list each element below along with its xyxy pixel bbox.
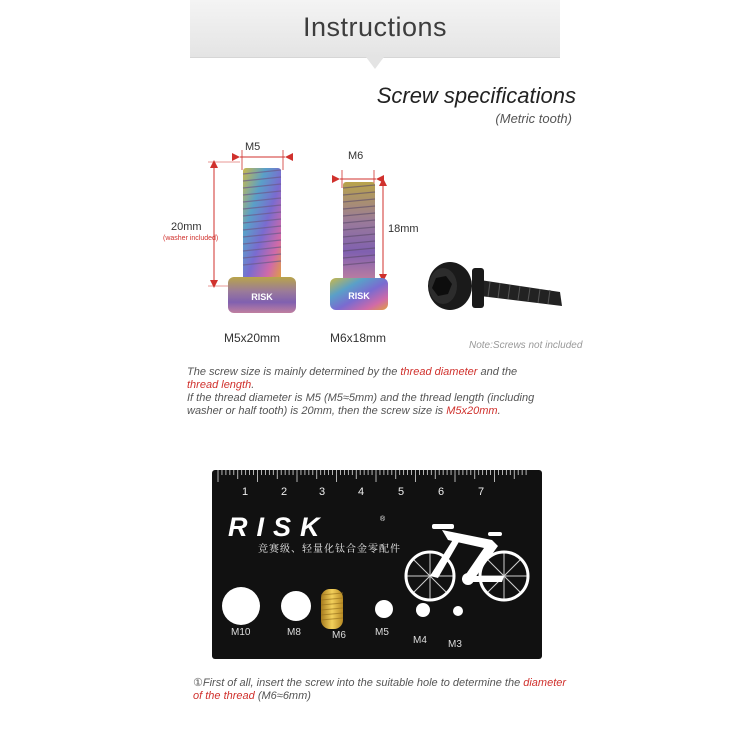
- thread-diameter-highlight: diameter of the thread: [193, 677, 567, 702]
- hole-m3: [453, 606, 463, 616]
- svg-text:RISK: RISK: [251, 292, 273, 302]
- bicycle-icon: [402, 510, 532, 605]
- page-title: Instructions: [302, 12, 448, 42]
- explanation-text: If the thread diameter is M5 (M5≈5mm) and the thread length (including washer or half tooth) is 20mm, then the screw size is: [187, 392, 535, 417]
- hole-m8: [281, 591, 311, 621]
- header-banner: [190, 0, 560, 58]
- spec-title: Screw specifications: [376, 83, 576, 108]
- step1-text: ①First of all, insert the screw into the suitable hole to determine the: [193, 677, 524, 689]
- ruler-number: 2: [281, 486, 288, 498]
- explanation-text: .: [251, 379, 255, 391]
- hole-label-m3: M3: [448, 639, 462, 650]
- washer-note: (washer included): [163, 235, 219, 242]
- length-20-dimension: [208, 160, 240, 288]
- hole-label-m4: M4: [413, 635, 427, 646]
- thread-length-highlight: thread length: [187, 379, 252, 391]
- hole-m10: [222, 587, 260, 625]
- ruler-number: 7: [478, 486, 485, 498]
- spec-subtitle: (Metric tooth): [495, 111, 572, 126]
- thread-diameter-highlight: thread diameter: [400, 366, 478, 378]
- screws-not-included-note: Note:Screws not included: [469, 340, 583, 351]
- screw-size-highlight: M5x20mm: [446, 405, 498, 417]
- screw-m6-illustration: [330, 182, 388, 310]
- screw-m5-illustration: [228, 168, 296, 313]
- ruler-ticks: [212, 470, 542, 500]
- explanation-text: and the: [477, 366, 518, 378]
- ruler-number: 6: [438, 486, 445, 498]
- ruler-number: 1: [242, 486, 249, 498]
- black-screw-illustration: [428, 262, 562, 310]
- explanation-paragraph: [187, 366, 547, 418]
- m5-dimension: [232, 150, 293, 170]
- step1-text: (M6≈6mm): [254, 690, 311, 702]
- length-18-label: 18mm: [388, 223, 419, 235]
- length-20-label: 20mm: [171, 221, 202, 233]
- gold-screw-in-hole: [315, 585, 349, 631]
- chinese-tagline: 竞赛级、轻量化钛合金零配件: [258, 544, 401, 555]
- hole-m5: [375, 600, 393, 618]
- hole-label-m8: M8: [287, 627, 301, 638]
- screw-diagram: [150, 140, 590, 350]
- hole-m4: [416, 603, 430, 617]
- hole-label-m10: M10: [231, 627, 251, 638]
- screw2-name: M6x18mm: [330, 331, 387, 345]
- m6-label: M6: [348, 150, 364, 162]
- m5-label: M5: [245, 141, 261, 153]
- hole-label-m6: M6: [332, 630, 346, 641]
- step1-instruction: [193, 677, 573, 703]
- banner-pointer: [366, 57, 384, 69]
- explanation-text: The screw size is mainly determined by the: [187, 366, 401, 378]
- ruler-number: 3: [319, 486, 326, 498]
- registered-mark: ®: [380, 516, 386, 523]
- risk-logo: RISK: [228, 512, 329, 542]
- ruler-number: 5: [398, 486, 405, 498]
- ruler-number: 4: [358, 486, 365, 498]
- screw1-name: M5x20mm: [224, 331, 281, 345]
- length-18-dimension: [379, 178, 387, 282]
- ruler-card: [212, 470, 542, 659]
- explanation-text: .: [497, 405, 501, 417]
- svg-text:RISK: RISK: [348, 291, 370, 301]
- hole-label-m5: M5: [375, 627, 389, 638]
